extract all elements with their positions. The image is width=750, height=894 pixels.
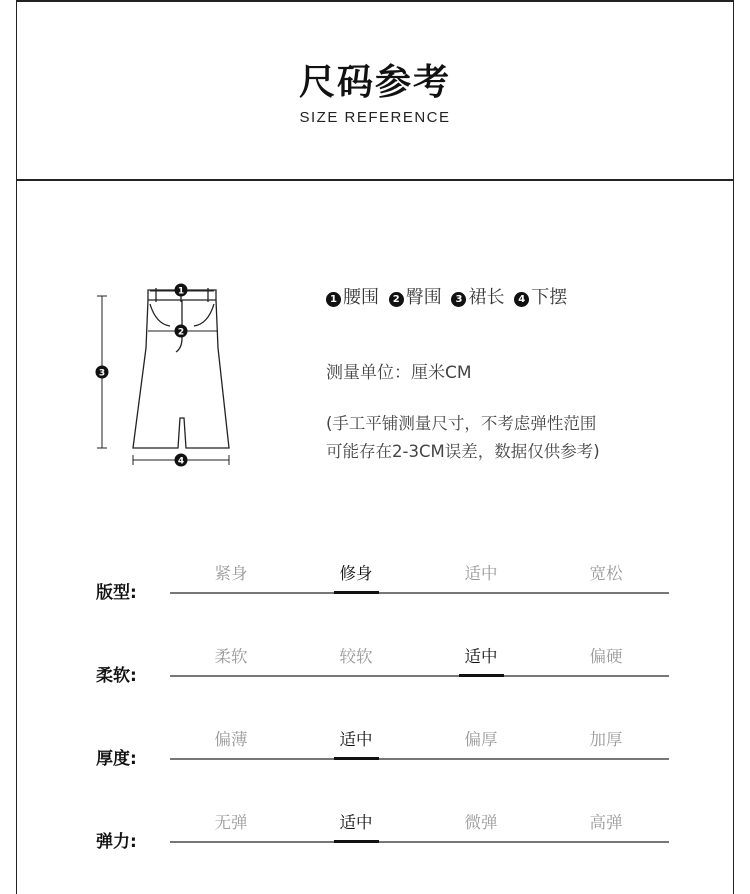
- marker-2-label: 2: [177, 327, 185, 338]
- attribute-row: [0, 724, 750, 784]
- attribute-scale-line: [170, 592, 669, 594]
- attribute-option: 微弹: [464, 813, 498, 832]
- attribute-label: 柔软:: [96, 666, 137, 686]
- measurement-note: [326, 410, 600, 466]
- attribute-option: 偏薄: [214, 730, 248, 749]
- attribute-option: 适中: [339, 730, 373, 749]
- note-line: 可能存在2-3CM误差，数据仅供参考): [326, 442, 600, 461]
- legend-item-hem: [514, 287, 567, 308]
- marker-2-icon: [175, 325, 188, 338]
- legend-label: 腰围: [343, 287, 379, 308]
- attribute-option: 修身: [339, 564, 373, 583]
- note-line: (手工平铺测量尺寸，不考虑弹性范围: [326, 414, 597, 433]
- page-subtitle: SIZE REFERENCE: [299, 109, 451, 126]
- attribute-option: 柔软: [214, 647, 248, 666]
- measurement-legend: [326, 283, 571, 309]
- attribute-scale-line: [170, 758, 669, 760]
- legend-label: 下摆: [531, 287, 568, 308]
- attribute-scale-line: [170, 841, 669, 843]
- legend-label: 臀围: [405, 287, 442, 308]
- dimension-lines: [97, 291, 229, 465]
- header-divider: [16, 179, 734, 181]
- marker-3-label: 3: [98, 368, 106, 379]
- page-title: 尺码参考: [298, 62, 451, 103]
- marker-1-label: 1: [177, 286, 185, 297]
- marker-3-icon: [96, 366, 109, 379]
- legend-item-waist: [326, 287, 379, 308]
- attribute-option: 偏硬: [589, 647, 623, 666]
- legend-label: 裙长: [468, 287, 505, 308]
- attribute-label: 弹力:: [96, 832, 137, 852]
- attribute-option: 紧身: [214, 564, 248, 583]
- attribute-option: 适中: [464, 564, 498, 583]
- attribute-option: 加厚: [589, 730, 623, 749]
- skirt-measurement-diagram: [88, 278, 248, 478]
- top-border: [16, 0, 734, 2]
- marker-4-icon: [175, 454, 188, 467]
- marker-4-label: 4: [177, 456, 185, 467]
- legend-item-length: [451, 287, 504, 308]
- attribute-option: 适中: [339, 813, 373, 832]
- attribute-option: 无弹: [214, 813, 248, 832]
- legend-item-hip: [389, 287, 442, 308]
- legend-number: 4: [514, 292, 529, 307]
- attribute-option: 较软: [339, 647, 373, 666]
- attribute-row: [0, 558, 750, 618]
- skirt-outline-icon: [133, 288, 229, 448]
- attribute-scale-line: [170, 675, 669, 677]
- attribute-row: [0, 807, 750, 867]
- measurement-unit: 测量单位：厘米CM: [326, 363, 472, 383]
- selected-indicator: [334, 840, 379, 843]
- legend-number: 1: [326, 292, 341, 307]
- attribute-option: 高弹: [589, 813, 623, 832]
- attribute-option: 适中: [464, 647, 498, 666]
- attribute-label: 版型:: [96, 583, 137, 603]
- selected-indicator: [459, 674, 504, 677]
- legend-number: 2: [389, 292, 404, 307]
- attribute-row: [0, 641, 750, 701]
- attribute-option: 宽松: [589, 564, 623, 583]
- selected-indicator: [334, 757, 379, 760]
- legend-number: 3: [451, 292, 466, 307]
- attribute-label: 厚度:: [96, 749, 137, 769]
- marker-1-icon: [175, 284, 188, 297]
- attribute-option: 偏厚: [464, 730, 498, 749]
- selected-indicator: [334, 591, 379, 594]
